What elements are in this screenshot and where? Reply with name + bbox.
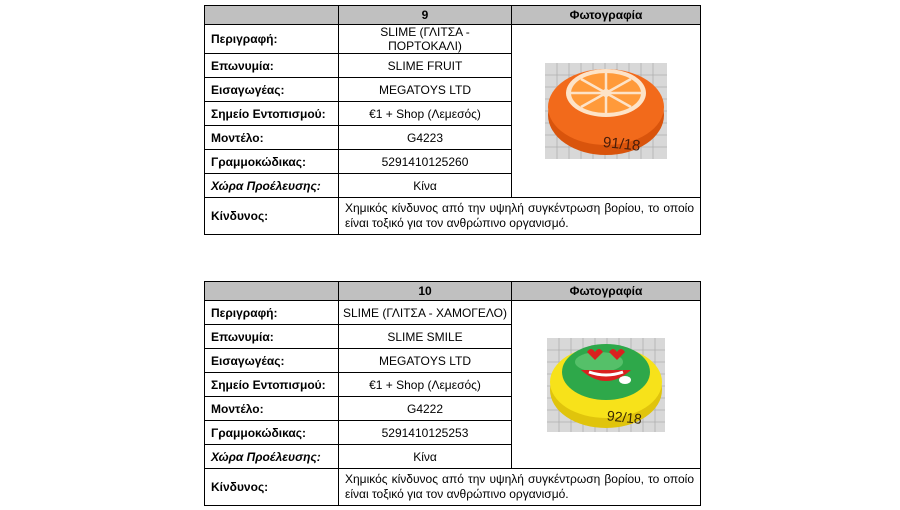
description-value: SLIME (ΓΛΙΤΣΑ - ΠΟΡΤΟΚΑΛΙ) (339, 25, 512, 54)
photo-header: Φωτογραφία (512, 282, 701, 301)
risk-label: Κίνδυνος: (205, 198, 339, 235)
origin-value: Κίνα (339, 445, 512, 469)
origin-label: Χώρα Προέλευσης: (205, 445, 339, 469)
importer-value: MEGATOYS LTD (339, 78, 512, 102)
product-number: 9 (339, 6, 512, 25)
risk-value: Χημικός κίνδυνος από την υψηλή συγκέντρωση βορίου, το οποίο είναι τοξικό για τον ανθρώπινο οργανισμό. (339, 469, 701, 506)
brand-value: SLIME SMILE (339, 325, 512, 349)
model-label: Μοντέλο: (205, 126, 339, 150)
header-blank-cell (205, 282, 339, 301)
importer-label: Εισαγωγέας: (205, 78, 339, 102)
table-header-row (205, 6, 701, 25)
risk-label: Κίνδυνος: (205, 469, 339, 506)
description-value: SLIME (ΓΛΙΤΣΑ - ΧΑΜΟΓΕΛΟ) (339, 301, 512, 325)
model-value: G4223 (339, 126, 512, 150)
photo-marking: 91/18 (602, 133, 642, 155)
product-number: 10 (339, 282, 512, 301)
barcode-label: Γραμμοκώδικας: (205, 421, 339, 445)
model-value: G4222 (339, 397, 512, 421)
table-row (205, 469, 701, 506)
photo-cell (512, 25, 701, 198)
description-label: Περιγραφή: (205, 301, 339, 325)
product-table (204, 5, 701, 235)
barcode-value: 5291410125260 (339, 150, 512, 174)
brand-label: Επωνυμία: (205, 54, 339, 78)
importer-value: MEGATOYS LTD (339, 349, 512, 373)
location-value: €1 + Shop (Λεμεσός) (339, 102, 512, 126)
photo-marking: 92/18 (606, 406, 643, 427)
model-label: Μοντέλο: (205, 397, 339, 421)
table-row (205, 198, 701, 235)
photo-header: Φωτογραφία (512, 6, 701, 25)
photo-cell (512, 301, 701, 469)
barcode-value: 5291410125253 (339, 421, 512, 445)
brand-label: Επωνυμία: (205, 325, 339, 349)
barcode-label: Γραμμοκώδικας: (205, 150, 339, 174)
location-value: €1 + Shop (Λεμεσός) (339, 373, 512, 397)
description-label: Περιγραφή: (205, 25, 339, 54)
table-header-row (205, 282, 701, 301)
table-row (205, 301, 701, 325)
table-row (205, 25, 701, 54)
location-label: Σημείο Εντοπισμού: (205, 102, 339, 126)
brand-value: SLIME FRUIT (339, 54, 512, 78)
location-label: Σημείο Εντοπισμού: (205, 373, 339, 397)
orange-slime-photo (545, 63, 667, 159)
header-blank-cell (205, 6, 339, 25)
origin-value: Κίνα (339, 174, 512, 198)
importer-label: Εισαγωγέας: (205, 349, 339, 373)
product-table (204, 281, 701, 506)
origin-label: Χώρα Προέλευσης: (205, 174, 339, 198)
risk-value: Χημικός κίνδυνος από την υψηλή συγκέντρωση βορίου, το οποίο είναι τοξικό για τον ανθρώπινο οργανισμό. (339, 198, 701, 235)
smile-slime-photo (547, 338, 665, 432)
